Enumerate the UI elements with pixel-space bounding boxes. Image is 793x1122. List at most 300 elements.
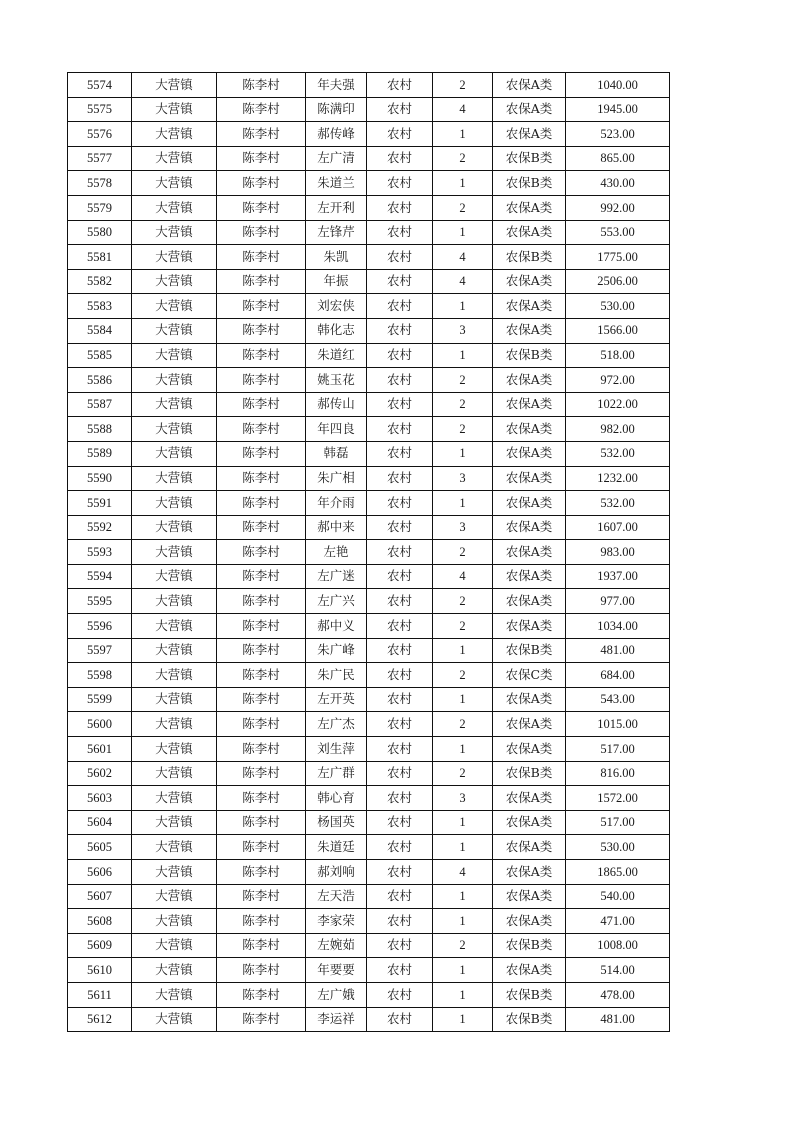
cell-family-size: 4 — [433, 860, 493, 885]
table-row — [68, 786, 670, 811]
cell-name: 左锋芹 — [306, 220, 367, 245]
cell-amount: 553.00 — [566, 220, 670, 245]
cell-record-id: 5610 — [68, 958, 132, 983]
cell-village: 陈李村 — [217, 737, 306, 762]
cell-amount: 1015.00 — [566, 712, 670, 737]
cell-household-type: 农村 — [367, 589, 433, 614]
table-row — [68, 638, 670, 663]
cell-family-size: 1 — [433, 343, 493, 368]
cell-town: 大营镇 — [132, 589, 217, 614]
cell-village: 陈李村 — [217, 564, 306, 589]
cell-record-id: 5605 — [68, 835, 132, 860]
cell-name: 郝传山 — [306, 392, 367, 417]
cell-insurance-category: 农保A类 — [493, 368, 566, 393]
cell-name: 郝中来 — [306, 515, 367, 540]
cell-name: 年要要 — [306, 958, 367, 983]
cell-family-size: 1 — [433, 491, 493, 516]
cell-insurance-category: 农保A类 — [493, 786, 566, 811]
cell-record-id: 5587 — [68, 392, 132, 417]
cell-insurance-category: 农保A类 — [493, 540, 566, 565]
table-row — [68, 982, 670, 1007]
cell-record-id: 5585 — [68, 343, 132, 368]
cell-record-id: 5602 — [68, 761, 132, 786]
cell-village: 陈李村 — [217, 835, 306, 860]
cell-record-id: 5593 — [68, 540, 132, 565]
cell-town: 大营镇 — [132, 466, 217, 491]
cell-insurance-category: 农保B类 — [493, 1007, 566, 1032]
cell-name: 年振 — [306, 269, 367, 294]
cell-insurance-category: 农保A类 — [493, 687, 566, 712]
table-row — [68, 122, 670, 147]
cell-village: 陈李村 — [217, 343, 306, 368]
table-row — [68, 933, 670, 958]
table-row — [68, 491, 670, 516]
cell-insurance-category: 农保C类 — [493, 663, 566, 688]
table-row — [68, 515, 670, 540]
cell-village: 陈李村 — [217, 97, 306, 122]
cell-household-type: 农村 — [367, 466, 433, 491]
cell-family-size: 2 — [433, 73, 493, 98]
cell-household-type: 农村 — [367, 97, 433, 122]
cell-village: 陈李村 — [217, 269, 306, 294]
cell-record-id: 5604 — [68, 810, 132, 835]
cell-insurance-category: 农保A类 — [493, 195, 566, 220]
table-row — [68, 835, 670, 860]
table-row — [68, 614, 670, 639]
cell-town: 大营镇 — [132, 195, 217, 220]
cell-household-type: 农村 — [367, 73, 433, 98]
cell-insurance-category: 农保A类 — [493, 417, 566, 442]
cell-village: 陈李村 — [217, 540, 306, 565]
cell-household-type: 农村 — [367, 614, 433, 639]
cell-name: 左婉茹 — [306, 933, 367, 958]
cell-household-type: 农村 — [367, 712, 433, 737]
cell-amount: 1034.00 — [566, 614, 670, 639]
cell-village: 陈李村 — [217, 220, 306, 245]
cell-town: 大营镇 — [132, 638, 217, 663]
cell-family-size: 3 — [433, 786, 493, 811]
cell-family-size: 3 — [433, 318, 493, 343]
table-row — [68, 146, 670, 171]
cell-record-id: 5601 — [68, 737, 132, 762]
cell-record-id: 5599 — [68, 687, 132, 712]
data-sheet — [67, 72, 670, 1032]
cell-family-size: 1 — [433, 1007, 493, 1032]
cell-name: 韩心育 — [306, 786, 367, 811]
cell-village: 陈李村 — [217, 982, 306, 1007]
cell-village: 陈李村 — [217, 392, 306, 417]
cell-amount: 1945.00 — [566, 97, 670, 122]
cell-insurance-category: 农保B类 — [493, 761, 566, 786]
cell-amount: 530.00 — [566, 294, 670, 319]
table-row — [68, 663, 670, 688]
cell-insurance-category: 农保A类 — [493, 860, 566, 885]
cell-family-size: 2 — [433, 540, 493, 565]
cell-amount: 1022.00 — [566, 392, 670, 417]
table-row — [68, 737, 670, 762]
cell-household-type: 农村 — [367, 146, 433, 171]
cell-town: 大营镇 — [132, 786, 217, 811]
cell-village: 陈李村 — [217, 245, 306, 270]
cell-household-type: 农村 — [367, 1007, 433, 1032]
cell-record-id: 5603 — [68, 786, 132, 811]
cell-name: 韩磊 — [306, 441, 367, 466]
cell-name: 郝刘响 — [306, 860, 367, 885]
cell-name: 郝中义 — [306, 614, 367, 639]
cell-town: 大营镇 — [132, 712, 217, 737]
cell-amount: 1865.00 — [566, 860, 670, 885]
cell-household-type: 农村 — [367, 810, 433, 835]
cell-family-size: 2 — [433, 614, 493, 639]
cell-insurance-category: 农保A类 — [493, 122, 566, 147]
cell-record-id: 5578 — [68, 171, 132, 196]
cell-amount: 1040.00 — [566, 73, 670, 98]
cell-household-type: 农村 — [367, 958, 433, 983]
cell-family-size: 2 — [433, 195, 493, 220]
cell-family-size: 2 — [433, 761, 493, 786]
table-row — [68, 589, 670, 614]
cell-household-type: 农村 — [367, 441, 433, 466]
cell-name: 左广群 — [306, 761, 367, 786]
table-row — [68, 909, 670, 934]
cell-name: 刘生萍 — [306, 737, 367, 762]
cell-insurance-category: 农保A类 — [493, 318, 566, 343]
table-row — [68, 761, 670, 786]
cell-household-type: 农村 — [367, 933, 433, 958]
cell-town: 大营镇 — [132, 761, 217, 786]
cell-household-type: 农村 — [367, 786, 433, 811]
cell-household-type: 农村 — [367, 245, 433, 270]
cell-amount: 532.00 — [566, 491, 670, 516]
cell-village: 陈李村 — [217, 491, 306, 516]
cell-name: 年夫强 — [306, 73, 367, 98]
cell-village: 陈李村 — [217, 1007, 306, 1032]
cell-name: 朱凯 — [306, 245, 367, 270]
cell-village: 陈李村 — [217, 810, 306, 835]
cell-village: 陈李村 — [217, 122, 306, 147]
cell-village: 陈李村 — [217, 860, 306, 885]
cell-household-type: 农村 — [367, 737, 433, 762]
cell-town: 大营镇 — [132, 687, 217, 712]
table-row — [68, 171, 670, 196]
cell-town: 大营镇 — [132, 810, 217, 835]
cell-village: 陈李村 — [217, 466, 306, 491]
cell-amount: 481.00 — [566, 1007, 670, 1032]
cell-household-type: 农村 — [367, 835, 433, 860]
cell-name: 年四良 — [306, 417, 367, 442]
cell-amount: 983.00 — [566, 540, 670, 565]
table-row — [68, 195, 670, 220]
table-row — [68, 318, 670, 343]
cell-amount: 1607.00 — [566, 515, 670, 540]
cell-town: 大营镇 — [132, 614, 217, 639]
cell-village: 陈李村 — [217, 786, 306, 811]
cell-record-id: 5590 — [68, 466, 132, 491]
cell-insurance-category: 农保B类 — [493, 245, 566, 270]
cell-household-type: 农村 — [367, 540, 433, 565]
cell-name: 李运祥 — [306, 1007, 367, 1032]
cell-record-id: 5584 — [68, 318, 132, 343]
cell-record-id: 5591 — [68, 491, 132, 516]
cell-village: 陈李村 — [217, 761, 306, 786]
cell-household-type: 农村 — [367, 318, 433, 343]
cell-record-id: 5582 — [68, 269, 132, 294]
cell-name: 李家荣 — [306, 909, 367, 934]
cell-village: 陈李村 — [217, 171, 306, 196]
cell-village: 陈李村 — [217, 368, 306, 393]
cell-household-type: 农村 — [367, 368, 433, 393]
cell-name: 左广迷 — [306, 564, 367, 589]
cell-name: 朱道廷 — [306, 835, 367, 860]
cell-family-size: 1 — [433, 909, 493, 934]
cell-town: 大营镇 — [132, 417, 217, 442]
cell-amount: 517.00 — [566, 737, 670, 762]
table-row — [68, 441, 670, 466]
cell-name: 左广兴 — [306, 589, 367, 614]
cell-name: 朱广相 — [306, 466, 367, 491]
cell-record-id: 5608 — [68, 909, 132, 934]
cell-town: 大营镇 — [132, 269, 217, 294]
cell-amount: 977.00 — [566, 589, 670, 614]
cell-record-id: 5611 — [68, 982, 132, 1007]
cell-family-size: 4 — [433, 97, 493, 122]
cell-insurance-category: 农保A类 — [493, 73, 566, 98]
cell-village: 陈李村 — [217, 146, 306, 171]
cell-town: 大营镇 — [132, 318, 217, 343]
cell-town: 大营镇 — [132, 663, 217, 688]
cell-family-size: 1 — [433, 810, 493, 835]
cell-village: 陈李村 — [217, 294, 306, 319]
cell-insurance-category: 农保A类 — [493, 614, 566, 639]
cell-village: 陈李村 — [217, 638, 306, 663]
cell-family-size: 2 — [433, 663, 493, 688]
cell-town: 大营镇 — [132, 564, 217, 589]
table-row — [68, 392, 670, 417]
cell-amount: 481.00 — [566, 638, 670, 663]
cell-amount: 1572.00 — [566, 786, 670, 811]
cell-name: 刘宏侠 — [306, 294, 367, 319]
table-row — [68, 860, 670, 885]
cell-insurance-category: 农保A类 — [493, 392, 566, 417]
cell-name: 年介雨 — [306, 491, 367, 516]
cell-amount: 1008.00 — [566, 933, 670, 958]
cell-town: 大营镇 — [132, 982, 217, 1007]
cell-amount: 517.00 — [566, 810, 670, 835]
cell-household-type: 农村 — [367, 220, 433, 245]
cell-family-size: 1 — [433, 441, 493, 466]
cell-name: 杨国英 — [306, 810, 367, 835]
cell-record-id: 5598 — [68, 663, 132, 688]
cell-insurance-category: 农保A类 — [493, 737, 566, 762]
cell-town: 大营镇 — [132, 171, 217, 196]
cell-family-size: 4 — [433, 269, 493, 294]
cell-name: 左开英 — [306, 687, 367, 712]
cell-insurance-category: 农保A类 — [493, 564, 566, 589]
cell-household-type: 农村 — [367, 171, 433, 196]
cell-family-size: 1 — [433, 638, 493, 663]
table-row — [68, 220, 670, 245]
table-row — [68, 73, 670, 98]
cell-family-size: 4 — [433, 564, 493, 589]
cell-family-size: 3 — [433, 515, 493, 540]
cell-family-size: 2 — [433, 392, 493, 417]
table-row — [68, 368, 670, 393]
cell-family-size: 1 — [433, 737, 493, 762]
cell-insurance-category: 农保A类 — [493, 810, 566, 835]
cell-record-id: 5580 — [68, 220, 132, 245]
cell-family-size: 1 — [433, 122, 493, 147]
cell-household-type: 农村 — [367, 663, 433, 688]
cell-household-type: 农村 — [367, 122, 433, 147]
cell-household-type: 农村 — [367, 417, 433, 442]
cell-insurance-category: 农保A类 — [493, 294, 566, 319]
cell-name: 朱道红 — [306, 343, 367, 368]
cell-town: 大营镇 — [132, 737, 217, 762]
cell-household-type: 农村 — [367, 269, 433, 294]
cell-record-id: 5575 — [68, 97, 132, 122]
cell-town: 大营镇 — [132, 835, 217, 860]
cell-amount: 816.00 — [566, 761, 670, 786]
cell-town: 大营镇 — [132, 368, 217, 393]
cell-household-type: 农村 — [367, 343, 433, 368]
table-row — [68, 97, 670, 122]
cell-household-type: 农村 — [367, 294, 433, 319]
cell-record-id: 5577 — [68, 146, 132, 171]
cell-family-size: 2 — [433, 712, 493, 737]
cell-record-id: 5579 — [68, 195, 132, 220]
cell-insurance-category: 农保B类 — [493, 638, 566, 663]
cell-amount: 430.00 — [566, 171, 670, 196]
cell-village: 陈李村 — [217, 614, 306, 639]
cell-record-id: 5594 — [68, 564, 132, 589]
cell-village: 陈李村 — [217, 589, 306, 614]
cell-village: 陈李村 — [217, 933, 306, 958]
cell-record-id: 5600 — [68, 712, 132, 737]
cell-insurance-category: 农保A类 — [493, 712, 566, 737]
cell-name: 左开利 — [306, 195, 367, 220]
cell-name: 姚玉花 — [306, 368, 367, 393]
table-row — [68, 269, 670, 294]
cell-amount: 1566.00 — [566, 318, 670, 343]
cell-amount: 2506.00 — [566, 269, 670, 294]
cell-amount: 992.00 — [566, 195, 670, 220]
cell-household-type: 农村 — [367, 392, 433, 417]
cell-name: 左广杰 — [306, 712, 367, 737]
cell-town: 大营镇 — [132, 860, 217, 885]
cell-village: 陈李村 — [217, 318, 306, 343]
cell-amount: 1937.00 — [566, 564, 670, 589]
cell-insurance-category: 农保B类 — [493, 171, 566, 196]
cell-household-type: 农村 — [367, 687, 433, 712]
table-row — [68, 884, 670, 909]
cell-record-id: 5597 — [68, 638, 132, 663]
cell-family-size: 1 — [433, 982, 493, 1007]
cell-family-size: 2 — [433, 368, 493, 393]
cell-name: 陈满印 — [306, 97, 367, 122]
cell-insurance-category: 农保A类 — [493, 466, 566, 491]
table-row — [68, 417, 670, 442]
cell-household-type: 农村 — [367, 515, 433, 540]
cell-record-id: 5609 — [68, 933, 132, 958]
cell-village: 陈李村 — [217, 712, 306, 737]
cell-town: 大营镇 — [132, 515, 217, 540]
cell-town: 大营镇 — [132, 491, 217, 516]
table-row — [68, 687, 670, 712]
cell-insurance-category: 农保A类 — [493, 220, 566, 245]
cell-family-size: 2 — [433, 933, 493, 958]
cell-town: 大营镇 — [132, 122, 217, 147]
cell-record-id: 5574 — [68, 73, 132, 98]
cell-insurance-category: 农保A类 — [493, 97, 566, 122]
table-row — [68, 466, 670, 491]
cell-family-size: 2 — [433, 589, 493, 614]
cell-amount: 523.00 — [566, 122, 670, 147]
cell-family-size: 2 — [433, 417, 493, 442]
cell-record-id: 5606 — [68, 860, 132, 885]
cell-household-type: 农村 — [367, 195, 433, 220]
cell-insurance-category: 农保A类 — [493, 491, 566, 516]
cell-town: 大营镇 — [132, 392, 217, 417]
cell-insurance-category: 农保A类 — [493, 884, 566, 909]
cell-insurance-category: 农保A类 — [493, 515, 566, 540]
cell-town: 大营镇 — [132, 73, 217, 98]
cell-village: 陈李村 — [217, 958, 306, 983]
cell-insurance-category: 农保A类 — [493, 958, 566, 983]
cell-record-id: 5592 — [68, 515, 132, 540]
cell-town: 大营镇 — [132, 1007, 217, 1032]
cell-town: 大营镇 — [132, 220, 217, 245]
cell-amount: 972.00 — [566, 368, 670, 393]
table-row — [68, 958, 670, 983]
records-table — [67, 72, 670, 1032]
cell-record-id: 5576 — [68, 122, 132, 147]
cell-town: 大营镇 — [132, 97, 217, 122]
cell-name: 左艳 — [306, 540, 367, 565]
cell-town: 大营镇 — [132, 343, 217, 368]
cell-insurance-category: 农保A类 — [493, 441, 566, 466]
cell-name: 朱道兰 — [306, 171, 367, 196]
cell-record-id: 5612 — [68, 1007, 132, 1032]
cell-family-size: 1 — [433, 294, 493, 319]
cell-insurance-category: 农保B类 — [493, 933, 566, 958]
cell-record-id: 5596 — [68, 614, 132, 639]
table-row — [68, 540, 670, 565]
cell-town: 大营镇 — [132, 884, 217, 909]
cell-town: 大营镇 — [132, 933, 217, 958]
cell-village: 陈李村 — [217, 441, 306, 466]
cell-amount: 478.00 — [566, 982, 670, 1007]
cell-amount: 530.00 — [566, 835, 670, 860]
cell-amount: 471.00 — [566, 909, 670, 934]
cell-name: 朱广峰 — [306, 638, 367, 663]
cell-village: 陈李村 — [217, 417, 306, 442]
cell-record-id: 5588 — [68, 417, 132, 442]
cell-family-size: 1 — [433, 220, 493, 245]
cell-household-type: 农村 — [367, 491, 433, 516]
cell-amount: 1232.00 — [566, 466, 670, 491]
cell-name: 左广娥 — [306, 982, 367, 1007]
cell-town: 大营镇 — [132, 441, 217, 466]
cell-insurance-category: 农保A类 — [493, 269, 566, 294]
cell-town: 大营镇 — [132, 909, 217, 934]
cell-village: 陈李村 — [217, 515, 306, 540]
cell-record-id: 5607 — [68, 884, 132, 909]
table-row — [68, 245, 670, 270]
cell-amount: 518.00 — [566, 343, 670, 368]
cell-town: 大营镇 — [132, 540, 217, 565]
cell-amount: 514.00 — [566, 958, 670, 983]
cell-insurance-category: 农保B类 — [493, 982, 566, 1007]
